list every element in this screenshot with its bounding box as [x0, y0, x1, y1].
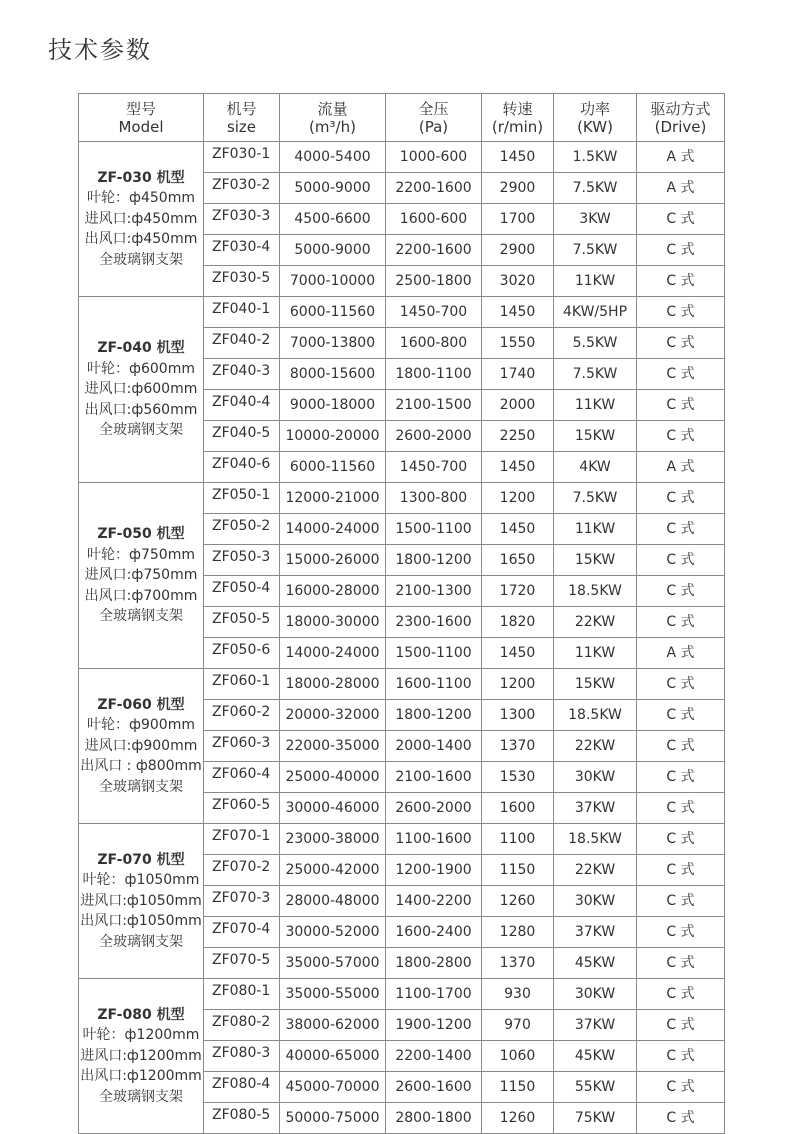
column-header	[204, 94, 280, 142]
model-spec-line: 出风口:ф1200mm	[80, 1068, 202, 1085]
flow-cell: 25000-42000	[280, 855, 386, 886]
column-label: 流量	[317, 99, 348, 118]
drive-cell: C 式	[637, 762, 725, 793]
speed-cell: 1280	[482, 917, 554, 948]
model-spec-line: 进风口:ф1200mm	[80, 1047, 202, 1064]
power-cell: 5.5KW	[554, 328, 637, 359]
drive-cell: C 式	[637, 1072, 725, 1103]
column-header	[637, 94, 725, 142]
flow-cell: 40000-65000	[280, 1041, 386, 1072]
size-cell: ZF050-2	[204, 514, 280, 545]
model-name: ZF-060 机型	[97, 696, 185, 713]
flow-cell: 30000-46000	[280, 793, 386, 824]
model-spec-line: 出风口:ф450mm	[84, 231, 198, 248]
flow-cell: 6000-11560	[280, 297, 386, 328]
power-cell: 1.5KW	[554, 142, 637, 173]
model-spec-line: 进风口:ф1050mm	[80, 892, 202, 909]
speed-cell: 1150	[482, 1072, 554, 1103]
speed-cell: 1600	[482, 793, 554, 824]
column-unit: (Drive)	[654, 117, 707, 136]
model-spec-line: 进风口:ф750mm	[84, 567, 198, 584]
drive-cell: C 式	[637, 421, 725, 452]
model-group-cell	[79, 669, 204, 824]
speed-cell: 1740	[482, 359, 554, 390]
pressure-cell: 1800-1100	[386, 359, 482, 390]
speed-cell: 1150	[482, 855, 554, 886]
speed-cell: 1060	[482, 1041, 554, 1072]
table-row	[79, 669, 725, 700]
pressure-cell: 2600-2000	[386, 793, 482, 824]
drive-cell: A 式	[637, 638, 725, 669]
drive-cell: C 式	[637, 204, 725, 235]
power-cell: 37KW	[554, 793, 637, 824]
speed-cell: 1450	[482, 638, 554, 669]
drive-cell: C 式	[637, 328, 725, 359]
drive-cell: C 式	[637, 266, 725, 297]
drive-cell: A 式	[637, 142, 725, 173]
model-spec-line: 进风口:ф600mm	[84, 381, 198, 398]
pressure-cell: 1600-600	[386, 204, 482, 235]
size-cell: ZF050-1	[204, 483, 280, 514]
pressure-cell: 1450-700	[386, 452, 482, 483]
flow-cell: 5000-9000	[280, 235, 386, 266]
size-cell: ZF080-5	[204, 1103, 280, 1134]
flow-cell: 45000-70000	[280, 1072, 386, 1103]
pressure-cell: 1800-1200	[386, 700, 482, 731]
size-cell: ZF070-5	[204, 948, 280, 979]
power-cell: 37KW	[554, 1010, 637, 1041]
page-title: 技术参数	[48, 36, 152, 64]
pressure-cell: 2200-1400	[386, 1041, 482, 1072]
speed-cell: 1370	[482, 948, 554, 979]
power-cell: 75KW	[554, 1103, 637, 1134]
drive-cell: C 式	[637, 235, 725, 266]
column-unit: Model	[118, 117, 164, 136]
power-cell: 3KW	[554, 204, 637, 235]
power-cell: 18.5KW	[554, 576, 637, 607]
model-spec-line: 叶轮：ф1200mm	[82, 1027, 200, 1044]
pressure-cell: 2300-1600	[386, 607, 482, 638]
size-cell: ZF040-2	[204, 328, 280, 359]
pressure-cell: 1500-1100	[386, 638, 482, 669]
size-cell: ZF030-2	[204, 173, 280, 204]
flow-cell: 20000-32000	[280, 700, 386, 731]
speed-cell: 2250	[482, 421, 554, 452]
pressure-cell: 1300-800	[386, 483, 482, 514]
pressure-cell: 2200-1600	[386, 173, 482, 204]
pressure-cell: 1000-600	[386, 142, 482, 173]
pressure-cell: 2100-1600	[386, 762, 482, 793]
model-spec-line: 叶轮：ф600mm	[87, 360, 195, 377]
power-cell: 22KW	[554, 607, 637, 638]
model-spec-line: 全玻璃钢支架	[99, 422, 183, 439]
pressure-cell: 1900-1200	[386, 1010, 482, 1041]
power-cell: 30KW	[554, 979, 637, 1010]
speed-cell: 930	[482, 979, 554, 1010]
model-spec-line: 出风口:ф700mm	[84, 587, 198, 604]
model-group-cell	[79, 142, 204, 297]
drive-cell: C 式	[637, 855, 725, 886]
size-cell: ZF060-5	[204, 793, 280, 824]
pressure-cell: 1500-1100	[386, 514, 482, 545]
drive-cell: C 式	[637, 793, 725, 824]
drive-cell: C 式	[637, 545, 725, 576]
flow-cell: 30000-52000	[280, 917, 386, 948]
column-label: 驱动方式	[650, 99, 711, 118]
column-label: 转速	[502, 99, 533, 118]
flow-cell: 25000-40000	[280, 762, 386, 793]
model-spec-line: 出风口 : ф800mm	[80, 758, 202, 775]
flow-cell: 18000-30000	[280, 607, 386, 638]
pressure-cell: 1100-1700	[386, 979, 482, 1010]
model-spec-line: 进风口:ф900mm	[84, 737, 198, 754]
power-cell: 7.5KW	[554, 359, 637, 390]
speed-cell: 1550	[482, 328, 554, 359]
drive-cell: C 式	[637, 359, 725, 390]
speed-cell: 1260	[482, 886, 554, 917]
drive-cell: C 式	[637, 948, 725, 979]
column-label: 机号	[226, 99, 257, 118]
column-unit: (r/min)	[491, 117, 544, 136]
power-cell: 18.5KW	[554, 700, 637, 731]
size-cell: ZF070-3	[204, 886, 280, 917]
size-cell: ZF080-2	[204, 1010, 280, 1041]
speed-cell: 2900	[482, 235, 554, 266]
size-cell: ZF050-4	[204, 576, 280, 607]
flow-cell: 10000-20000	[280, 421, 386, 452]
power-cell: 7.5KW	[554, 235, 637, 266]
pressure-cell: 1600-800	[386, 328, 482, 359]
power-cell: 45KW	[554, 1041, 637, 1072]
pressure-cell: 1600-1100	[386, 669, 482, 700]
spec-table	[78, 93, 725, 1134]
model-spec-line: 全玻璃钢支架	[99, 608, 183, 625]
speed-cell: 1370	[482, 731, 554, 762]
drive-cell: C 式	[637, 297, 725, 328]
speed-cell: 1450	[482, 514, 554, 545]
drive-cell: C 式	[637, 669, 725, 700]
size-cell: ZF060-4	[204, 762, 280, 793]
drive-cell: C 式	[637, 1010, 725, 1041]
speed-cell: 1450	[482, 297, 554, 328]
speed-cell: 2000	[482, 390, 554, 421]
size-cell: ZF060-3	[204, 731, 280, 762]
power-cell: 4KW	[554, 452, 637, 483]
drive-cell: C 式	[637, 1041, 725, 1072]
power-cell: 7.5KW	[554, 483, 637, 514]
speed-cell: 1450	[482, 452, 554, 483]
pressure-cell: 1450-700	[386, 297, 482, 328]
power-cell: 15KW	[554, 545, 637, 576]
model-spec-line: 叶轮：ф750mm	[87, 546, 195, 563]
power-cell: 37KW	[554, 917, 637, 948]
table-row	[79, 297, 725, 328]
flow-cell: 18000-28000	[280, 669, 386, 700]
size-cell: ZF040-5	[204, 421, 280, 452]
model-name: ZF-070 机型	[97, 851, 185, 868]
power-cell: 45KW	[554, 948, 637, 979]
table-header	[79, 94, 725, 142]
power-cell: 11KW	[554, 266, 637, 297]
model-spec-line: 出风口:ф1050mm	[80, 913, 202, 930]
power-cell: 30KW	[554, 886, 637, 917]
model-spec-line: 全玻璃钢支架	[99, 778, 183, 795]
flow-cell: 9000-18000	[280, 390, 386, 421]
model-spec-line: 全玻璃钢支架	[99, 933, 183, 950]
model-group-cell	[79, 297, 204, 483]
power-cell: 15KW	[554, 669, 637, 700]
speed-cell: 3020	[482, 266, 554, 297]
table-row	[79, 483, 725, 514]
power-cell: 18.5KW	[554, 824, 637, 855]
power-cell: 7.5KW	[554, 173, 637, 204]
flow-cell: 50000-75000	[280, 1103, 386, 1134]
column-unit: (m³/h)	[309, 117, 356, 136]
column-header	[554, 94, 637, 142]
flow-cell: 6000-11560	[280, 452, 386, 483]
model-spec-line: 出风口:ф560mm	[84, 401, 198, 418]
speed-cell: 1200	[482, 669, 554, 700]
flow-cell: 4000-5400	[280, 142, 386, 173]
column-label: 全压	[418, 99, 449, 118]
column-unit: (KW)	[577, 117, 613, 136]
power-cell: 22KW	[554, 855, 637, 886]
flow-cell: 14000-24000	[280, 638, 386, 669]
column-header	[386, 94, 482, 142]
pressure-cell: 2800-1800	[386, 1103, 482, 1134]
size-cell: ZF040-4	[204, 390, 280, 421]
table-row	[79, 824, 725, 855]
flow-cell: 5000-9000	[280, 173, 386, 204]
pressure-cell: 1200-1900	[386, 855, 482, 886]
size-cell: ZF070-4	[204, 917, 280, 948]
flow-cell: 16000-28000	[280, 576, 386, 607]
size-cell: ZF030-3	[204, 204, 280, 235]
pressure-cell: 2600-2000	[386, 421, 482, 452]
flow-cell: 4500-6600	[280, 204, 386, 235]
size-cell: ZF030-1	[204, 142, 280, 173]
size-cell: ZF080-1	[204, 979, 280, 1010]
column-unit: size	[226, 117, 257, 136]
size-cell: ZF030-5	[204, 266, 280, 297]
size-cell: ZF050-5	[204, 607, 280, 638]
drive-cell: C 式	[637, 576, 725, 607]
flow-cell: 35000-55000	[280, 979, 386, 1010]
model-spec-line: 叶轮：ф1050mm	[82, 872, 200, 889]
power-cell: 11KW	[554, 638, 637, 669]
model-group-cell	[79, 979, 204, 1134]
size-cell: ZF080-3	[204, 1041, 280, 1072]
drive-cell: C 式	[637, 979, 725, 1010]
model-name: ZF-080 机型	[97, 1006, 185, 1023]
model-group-cell	[79, 483, 204, 669]
drive-cell: A 式	[637, 173, 725, 204]
flow-cell: 15000-26000	[280, 545, 386, 576]
flow-cell: 35000-57000	[280, 948, 386, 979]
pressure-cell: 1600-2400	[386, 917, 482, 948]
flow-cell: 22000-35000	[280, 731, 386, 762]
drive-cell: C 式	[637, 917, 725, 948]
power-cell: 15KW	[554, 421, 637, 452]
column-label: 功率	[579, 99, 610, 118]
size-cell: ZF060-1	[204, 669, 280, 700]
speed-cell: 1650	[482, 545, 554, 576]
speed-cell: 1720	[482, 576, 554, 607]
model-spec-line: 叶轮：ф450mm	[87, 190, 195, 207]
flow-cell: 12000-21000	[280, 483, 386, 514]
speed-cell: 1260	[482, 1103, 554, 1134]
flow-cell: 38000-62000	[280, 1010, 386, 1041]
model-group-cell	[79, 824, 204, 979]
pressure-cell: 1100-1600	[386, 824, 482, 855]
size-cell: ZF050-3	[204, 545, 280, 576]
model-spec-line: 全玻璃钢支架	[99, 1088, 183, 1105]
size-cell: ZF070-1	[204, 824, 280, 855]
pressure-cell: 2100-1300	[386, 576, 482, 607]
size-cell: ZF080-4	[204, 1072, 280, 1103]
size-cell: ZF050-6	[204, 638, 280, 669]
pressure-cell: 2600-1600	[386, 1072, 482, 1103]
speed-cell: 970	[482, 1010, 554, 1041]
speed-cell: 1530	[482, 762, 554, 793]
pressure-cell: 2200-1600	[386, 235, 482, 266]
drive-cell: C 式	[637, 700, 725, 731]
drive-cell: A 式	[637, 452, 725, 483]
flow-cell: 8000-15600	[280, 359, 386, 390]
column-header	[79, 94, 204, 142]
flow-cell: 28000-48000	[280, 886, 386, 917]
model-spec-line: 叶轮：ф900mm	[87, 717, 195, 734]
power-cell: 4KW/5HP	[554, 297, 637, 328]
column-header	[482, 94, 554, 142]
flow-cell: 14000-24000	[280, 514, 386, 545]
drive-cell: C 式	[637, 886, 725, 917]
power-cell: 11KW	[554, 390, 637, 421]
column-label: 型号	[125, 99, 156, 118]
model-name: ZF-030 机型	[97, 169, 185, 186]
drive-cell: C 式	[637, 514, 725, 545]
speed-cell: 1100	[482, 824, 554, 855]
power-cell: 30KW	[554, 762, 637, 793]
model-name: ZF-040 机型	[97, 340, 185, 357]
column-header	[280, 94, 386, 142]
speed-cell: 1300	[482, 700, 554, 731]
model-spec-line: 全玻璃钢支架	[99, 251, 183, 268]
drive-cell: C 式	[637, 483, 725, 514]
power-cell: 11KW	[554, 514, 637, 545]
model-spec-line: 进风口:ф450mm	[84, 210, 198, 227]
pressure-cell: 1800-1200	[386, 545, 482, 576]
model-name: ZF-050 机型	[97, 526, 185, 543]
size-cell: ZF030-4	[204, 235, 280, 266]
size-cell: ZF060-2	[204, 700, 280, 731]
flow-cell: 7000-10000	[280, 266, 386, 297]
drive-cell: C 式	[637, 824, 725, 855]
size-cell: ZF040-1	[204, 297, 280, 328]
size-cell: ZF070-2	[204, 855, 280, 886]
table-body	[79, 142, 725, 1134]
pressure-cell: 2000-1400	[386, 731, 482, 762]
speed-cell: 1200	[482, 483, 554, 514]
drive-cell: C 式	[637, 390, 725, 421]
pressure-cell: 1800-2800	[386, 948, 482, 979]
power-cell: 55KW	[554, 1072, 637, 1103]
pressure-cell: 2500-1800	[386, 266, 482, 297]
flow-cell: 7000-13800	[280, 328, 386, 359]
speed-cell: 1700	[482, 204, 554, 235]
power-cell: 22KW	[554, 731, 637, 762]
flow-cell: 23000-38000	[280, 824, 386, 855]
table-row	[79, 979, 725, 1010]
speed-cell: 2900	[482, 173, 554, 204]
speed-cell: 1820	[482, 607, 554, 638]
pressure-cell: 1400-2200	[386, 886, 482, 917]
column-unit: (Pa)	[418, 117, 449, 136]
size-cell: ZF040-6	[204, 452, 280, 483]
drive-cell: C 式	[637, 607, 725, 638]
size-cell: ZF040-3	[204, 359, 280, 390]
table-row	[79, 142, 725, 173]
pressure-cell: 2100-1500	[386, 390, 482, 421]
drive-cell: C 式	[637, 1103, 725, 1134]
drive-cell: C 式	[637, 731, 725, 762]
speed-cell: 1450	[482, 142, 554, 173]
